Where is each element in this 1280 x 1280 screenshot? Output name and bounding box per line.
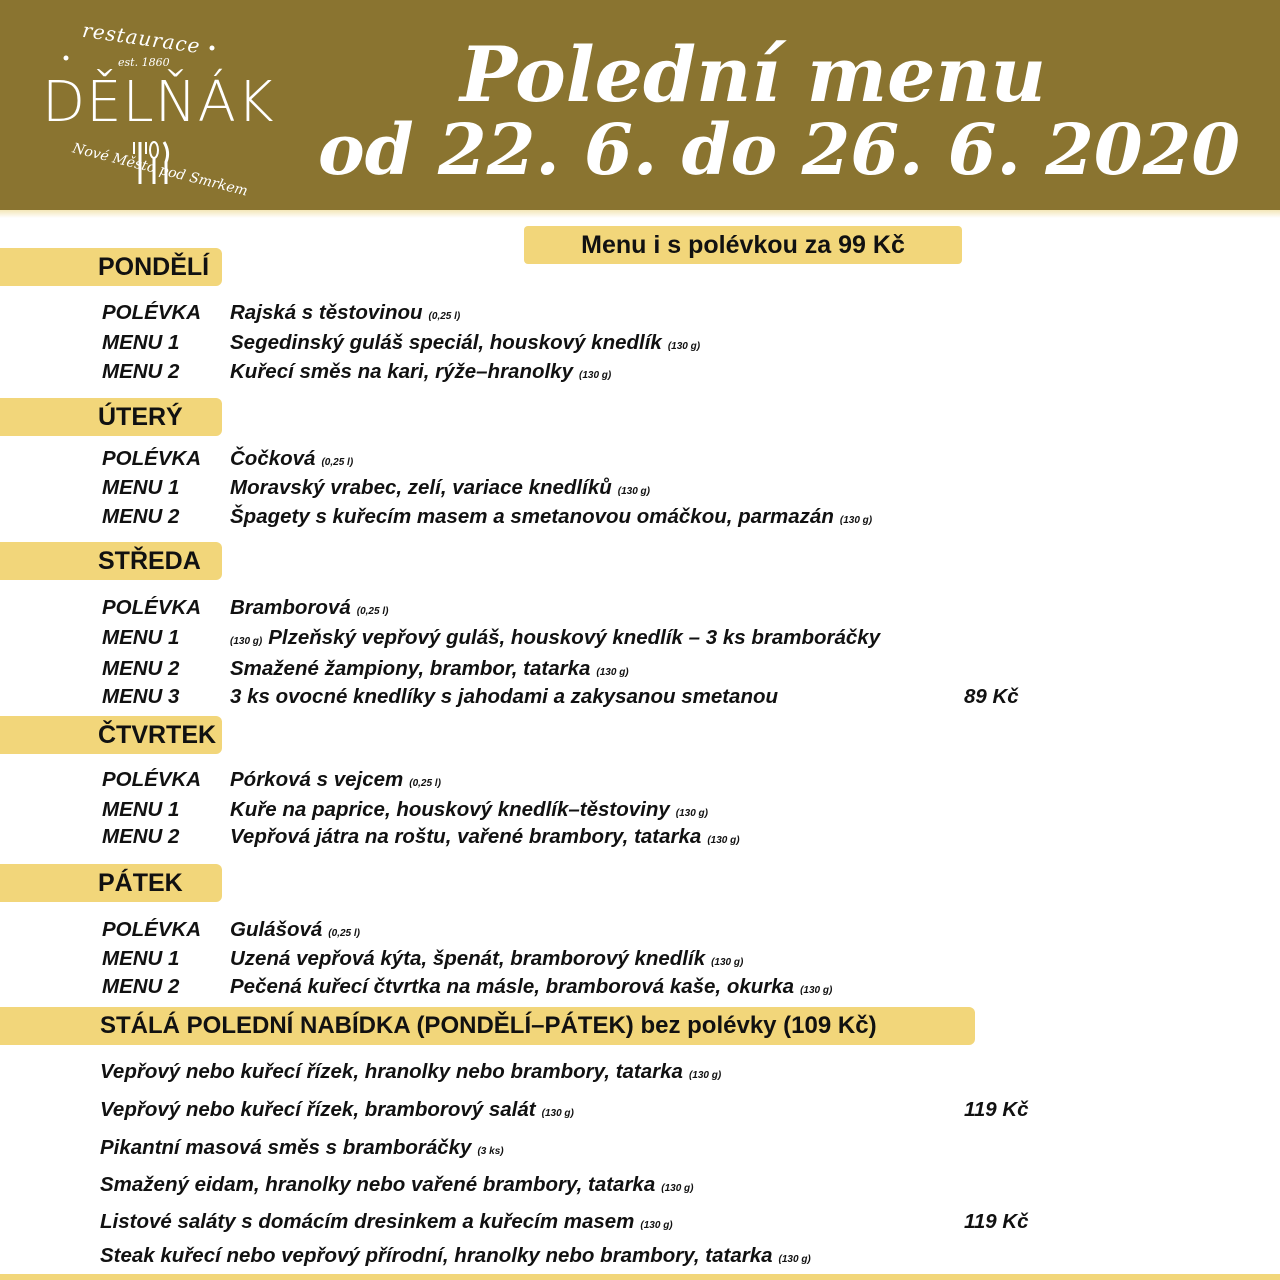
item-label: MENU 1 — [102, 947, 180, 970]
item-size: (130 g) — [711, 957, 744, 968]
page-title: Polední menu — [460, 30, 1047, 119]
day-bar-thursday — [0, 716, 222, 754]
item-dish: Uzená vepřová kýta, špenát, bramborový knedlík (130 g) — [230, 947, 744, 970]
item-size: (130 g) — [579, 370, 612, 381]
menu-row — [0, 796, 1280, 824]
menu-row — [0, 594, 1280, 622]
day-bar-wednesday — [0, 542, 222, 580]
day-name: PÁTEK — [98, 869, 183, 897]
item-size: (0,25 l) — [321, 457, 354, 468]
item-dish: Segedinský guláš speciál, houskový knedlík (130 g) — [230, 331, 701, 354]
standing-offer-heading: STÁLÁ POLEDNÍ NABÍDKA (PONDĚLÍ–PÁTEK) bez polévky (109 Kč) — [100, 1012, 877, 1039]
item-label: MENU 2 — [102, 505, 180, 528]
item-dish: Pórková s vejcem (0,25 l) — [230, 768, 441, 791]
standing-row — [0, 1096, 1280, 1124]
menu-row — [0, 358, 1280, 386]
menu-row — [0, 445, 1280, 473]
standing-dish: Vepřový nebo kuřecí řízek, bramborový salát (130 g) — [100, 1098, 574, 1121]
menu-row — [0, 503, 1280, 531]
logo-est-text: est. 1860 — [118, 56, 170, 69]
logo-name-text: DĚLŇÁK — [42, 70, 275, 135]
item-label: MENU 1 — [102, 798, 180, 821]
item-label: POLÉVKA — [102, 596, 202, 619]
item-size: (130 g) — [707, 835, 740, 846]
item-size: (0,25 l) — [356, 606, 389, 617]
item-size: (130 g) — [839, 515, 873, 526]
item-dish: Kuře na paprice, houskový knedlík–těstoviny (130 g) — [230, 798, 708, 821]
item-dish: Kuřecí směs na kari, rýže–hranolky (130 g) — [230, 360, 612, 383]
standing-dish: Pikantní masová směs s bramboráčky (3 ks) — [100, 1136, 504, 1159]
item-label: MENU 1 — [102, 331, 180, 354]
item-size: (0,25 l) — [409, 778, 441, 789]
item-dish: Pečená kuřecí čtvrtka na másle, bramborová kaše, okurka (130 g) — [230, 975, 833, 998]
day-bar-tuesday — [0, 398, 222, 436]
item-label: MENU 2 — [102, 825, 180, 848]
bottom-border — [0, 1274, 1280, 1280]
standing-dish: Steak kuřecí nebo vepřový přírodní, hranolky nebo brambory, tatarka (130 g) — [100, 1244, 811, 1267]
item-size: (130 g) — [667, 341, 701, 352]
item-dish: Vepřová játra na roštu, vařené brambory, tatarka (130 g) — [230, 825, 740, 848]
item-dish: Čočková (0,25 l) — [230, 447, 354, 470]
standing-size: (130 g) — [661, 1183, 694, 1194]
menu-row — [0, 916, 1280, 944]
standing-size: (130 g) — [640, 1220, 673, 1231]
standing-dish: Vepřový nebo kuřecí řízek, hranolky nebo brambory, tatarka (130 g) — [100, 1060, 722, 1083]
page-date-range: od 22. 6. do 26. 6. 2020 — [318, 108, 1241, 191]
standing-offer-bar — [0, 1007, 975, 1045]
item-dish: (130 g) Plzeňský vepřový guláš, houskový knedlík – 3 ks bramboráčky — [230, 626, 881, 649]
menu-row — [0, 683, 1280, 711]
item-size: (130 g) — [596, 667, 629, 678]
standing-row — [0, 1058, 1280, 1086]
item-label: POLÉVKA — [102, 768, 202, 791]
menu-row — [0, 823, 1280, 851]
standing-price: 119 Kč — [964, 1098, 1029, 1121]
menu-row — [0, 973, 1280, 1001]
menu-row — [0, 624, 1280, 652]
menu-row — [0, 766, 1280, 794]
item-label: MENU 3 — [102, 685, 180, 708]
day-name: ČTVRTEK — [98, 721, 217, 749]
item-dish: Smažené žampiony, brambor, tatarka (130 g) — [230, 657, 629, 680]
standing-size: (130 g) — [541, 1108, 574, 1119]
logo-restaurace-text: restaurace — [80, 17, 203, 59]
item-dish: Gulášová (0,25 l) — [230, 918, 360, 941]
day-name: ÚTERÝ — [98, 403, 183, 431]
standing-size: (3 ks) — [477, 1146, 504, 1157]
item-size: (130 g) — [675, 808, 708, 819]
standing-dish: Listové saláty s domácím dresinkem a kuřecím masem (130 g) — [100, 1210, 673, 1233]
item-size: (0,25 l) — [328, 928, 360, 939]
menu-row — [0, 474, 1280, 502]
day-name: STŘEDA — [98, 547, 201, 575]
menu-price-note: Menu i s polévkou za 99 Kč — [524, 226, 962, 264]
day-name: PONDĚLÍ — [98, 253, 210, 281]
restaurant-logo — [30, 12, 275, 202]
day-bar-monday — [0, 248, 222, 286]
item-label: POLÉVKA — [102, 918, 202, 941]
standing-row — [0, 1171, 1280, 1199]
item-label: POLÉVKA — [102, 301, 202, 324]
item-dish: Špagety s kuřecím masem a smetanovou omáčkou, parmazán (130 g) — [230, 505, 873, 528]
item-label: MENU 2 — [102, 975, 180, 998]
menu-row — [0, 655, 1280, 683]
standing-row — [0, 1134, 1280, 1162]
item-label: MENU 2 — [102, 360, 180, 383]
standing-size: (130 g) — [688, 1070, 722, 1081]
item-label: POLÉVKA — [102, 447, 202, 470]
item-size: (130 g) — [617, 486, 650, 497]
item-dish: Rajská s těstovinou (0,25 l) — [230, 301, 461, 324]
day-bar-friday — [0, 864, 222, 902]
logo-town-text: Nové Město pod Smrkem — [70, 140, 250, 200]
standing-row — [0, 1242, 1280, 1270]
item-price: 89 Kč — [964, 685, 1019, 708]
item-size: (130 g) — [230, 636, 263, 647]
standing-dish: Smažený eidam, hranolky nebo vařené brambory, tatarka (130 g) — [100, 1173, 694, 1196]
item-label: MENU 1 — [102, 626, 180, 649]
item-size: (0,25 l) — [428, 311, 461, 322]
header-shadow — [0, 210, 1280, 218]
menu-row — [0, 299, 1280, 327]
standing-row — [0, 1208, 1280, 1236]
menu-row — [0, 329, 1280, 357]
item-label: MENU 1 — [102, 476, 180, 499]
menu-row — [0, 945, 1280, 973]
standing-size: (130 g) — [778, 1254, 811, 1265]
item-dish: 3 ks ovocné knedlíky s jahodami a zakysanou smetanou — [230, 685, 779, 708]
item-size: (130 g) — [800, 985, 833, 996]
item-dish: Bramborová (0,25 l) — [230, 596, 389, 619]
item-dish: Moravský vrabec, zelí, variace knedlíků (130 g) — [230, 476, 650, 499]
standing-price: 119 Kč — [964, 1210, 1029, 1233]
item-label: MENU 2 — [102, 657, 180, 680]
